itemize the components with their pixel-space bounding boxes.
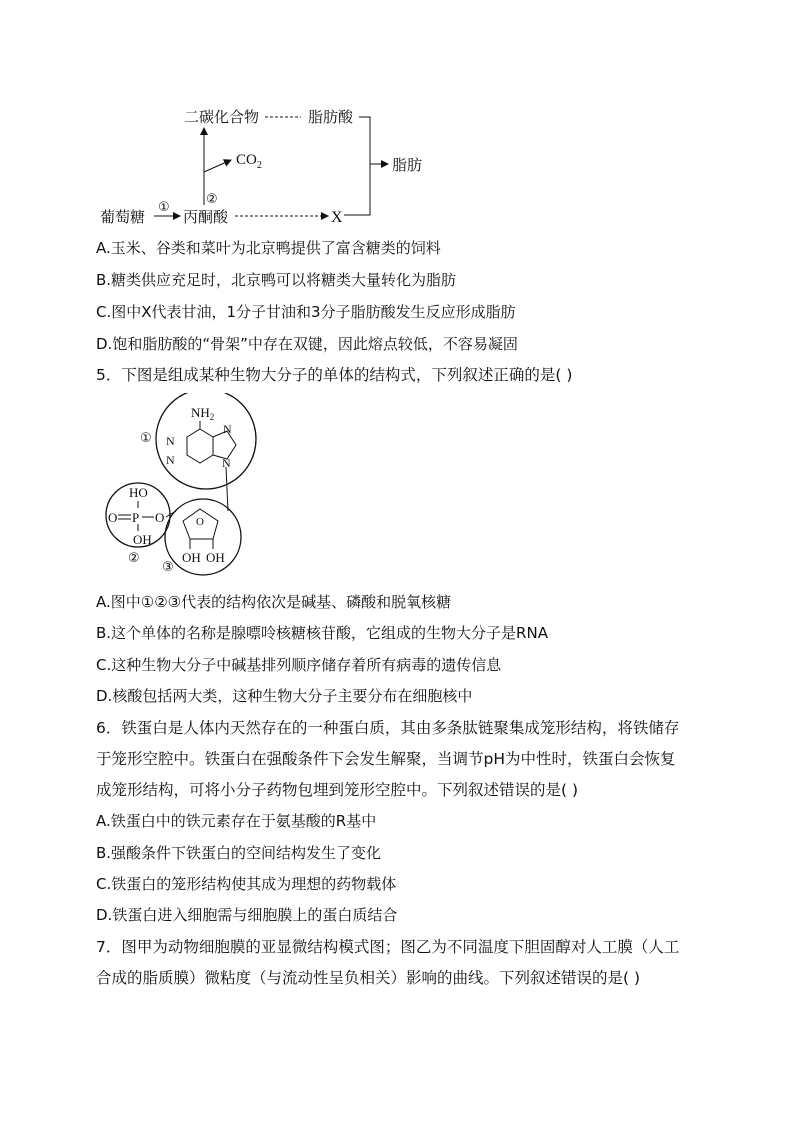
glucose-label: 葡萄糖 [100,208,146,226]
q6-option-c: C.铁蛋白的笼形结构使其成为理想的药物载体 [96,875,397,893]
q7-stem-line-1: 7．图甲为动物细胞膜的亚显微结构模式图；图乙为不同温度下胆固醇对人工膜（人工 [96,938,680,956]
q4-option-d: D.饱和脂肪酸的“骨架”中存在双键，因此熔点较低，不容易凝固 [96,335,518,353]
q4-option-a: A.玉米、谷类和菜叶为北京鸭提供了富含糖类的饲料 [96,239,441,257]
o-label-right: O [155,510,165,525]
n-atom-1: N [166,434,175,448]
step-1-label: ① [158,200,170,215]
step-2-label: ② [206,192,218,207]
arrow-co2 [204,160,231,172]
o-label-left: O [108,510,118,525]
c2-label: ② [128,551,140,566]
two-carbon-compound-label: 二碳化合物 [184,108,260,126]
ring-o-label: O [196,516,204,528]
pyruvate-label: 丙酮酸 [183,208,229,226]
nh2-label: $NH_2$ [191,405,215,422]
q6-stem-line-1: 6．铁蛋白是人体内天然存在的一种蛋白质，其由多条肽链聚集成笼形结构，将铁储存 [96,719,680,737]
q5-option-c: C.这种生物大分子中碱基排列顺序储存着所有病毒的遗传信息 [96,656,502,674]
p-label: P [132,510,140,525]
q4-option-b: B.糖类供应充足时，北京鸭可以将糖类大量转化为脂肪 [96,271,457,289]
q4-option-c: C.图中X代表甘油，1分子甘油和3分子脂肪酸发生反应形成脂肪 [96,303,516,321]
q7-stem-line-2: 合成的脂质膜）微粘度（与流动性呈负相关）影响的曲线。下列叙述错误的是( ) [96,969,641,987]
q6-stem-line-3: 成笼形结构，可将小分子药物包埋到笼形空腔中。下列叙述错误的是( ) [96,781,579,799]
x-label: X [331,209,343,226]
fatty-acid-label: 脂肪酸 [308,108,354,126]
fat-synthesis-diagram [95,100,435,230]
ho-label: HO [129,485,148,500]
oh-label-sugar-1: OH [182,550,201,565]
q5-stem: 5．下图是组成某种生物大分子的单体的结构式，下列叙述正确的是( ) [96,366,573,384]
q6-option-a: A.铁蛋白中的铁元素存在于氨基酸的R基中 [96,812,377,830]
q6-option-b: B.强酸条件下铁蛋白的空间结构发生了变化 [96,844,382,862]
c1-label: ① [140,431,152,446]
c3-label: ③ [162,560,174,575]
oh-label-phosphate: OH [133,532,152,547]
q5-option-b: B.这个单体的名称是腺嘌呤核糖核苷酸，它组成的生物大分子是RNA [96,624,548,642]
q6-option-d: D.铁蛋白进入细胞需与细胞膜上的蛋白质结合 [96,906,398,924]
q5-option-a: A.图中①②③代表的结构依次是碱基、磷酸和脱氧核糖 [96,593,452,611]
fat-label: 脂肪 [392,156,423,174]
co2-label: $CO_2$ [236,152,262,171]
fatty-acid-bracket [344,117,370,215]
n-atom-2: N [166,453,175,467]
q6-stem-line-2: 于笼形空腔中。铁蛋白在强酸条件下会发生解聚，当调节pH为中性时，铁蛋白会恢复 [96,750,676,768]
nucleotide-structure-diagram [100,393,270,583]
n-atom-4: N [222,456,231,470]
n-atom-3: N [223,422,232,436]
q5-option-d: D.核酸包括两大类，这种生物大分子主要分布在细胞核中 [96,687,473,705]
oh-label-sugar-2: OH [206,550,225,565]
